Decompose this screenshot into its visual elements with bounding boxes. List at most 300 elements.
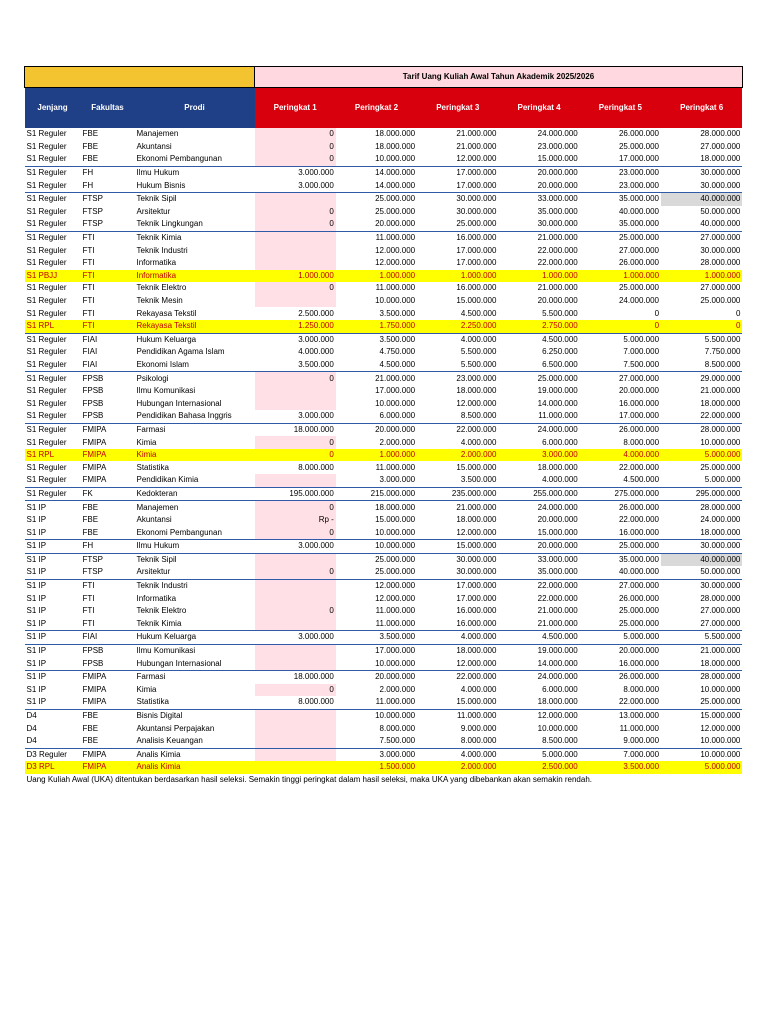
cell-prodi: Analisis Keuangan (136, 736, 203, 746)
cell-prodi: Ilmu Komunikasi (136, 386, 196, 396)
cell-fakultas: FTI (82, 283, 95, 293)
cell-peringkat-1 (255, 644, 336, 657)
cell-peringkat-6: 28.000.000 (661, 670, 742, 683)
cell-peringkat-2: 18.000.000 (336, 501, 417, 514)
cell-peringkat-1: 2.500.000 (298, 308, 334, 318)
cell-peringkat-3: 16.000.000 (456, 618, 497, 628)
cell-jenjang: S1 Reguler (26, 437, 67, 447)
cell-fakultas: FTSP (82, 206, 103, 216)
cell-prodi: Teknik Sipil (135, 553, 255, 566)
cell-peringkat-5: 25.000.000 (580, 231, 661, 244)
cell-peringkat-5: 16.000.000 (618, 527, 660, 537)
cell-peringkat-5: 23.000.000 (618, 180, 660, 190)
cell-peringkat-1 (255, 192, 336, 205)
table-row (25, 141, 743, 154)
cell-peringkat-5: 26.000.000 (580, 423, 661, 436)
cell-fakultas: FTI (82, 258, 95, 268)
cell-peringkat-2: 10.000.000 (375, 296, 416, 306)
cell-peringkat-4: 23.000.000 (537, 141, 578, 151)
cell-peringkat-4: 4.500.000 (498, 333, 579, 346)
cell-peringkat-5: 7.000.000 (580, 748, 661, 761)
cell-jenjang: S1 IP (26, 593, 47, 603)
cell-prodi: Teknik Mesin (136, 296, 183, 306)
cell-peringkat-5: 26.000.000 (618, 593, 660, 603)
table-row (25, 179, 743, 192)
cell-jenjang: S1 RPL (25, 320, 81, 333)
cell-peringkat-4: 22.000.000 (537, 593, 578, 603)
cell-jenjang: S1 IP (25, 553, 81, 566)
cell-peringkat-6: 25.000.000 (700, 462, 741, 472)
cell-peringkat-4: 21.000.000 (537, 283, 578, 293)
cell-peringkat-1: 3.000.000 (255, 333, 336, 346)
cell-peringkat-3: 18.000.000 (456, 386, 497, 396)
cell-peringkat-2: 1.750.000 (336, 320, 417, 333)
cell-peringkat-4: 20.000.000 (537, 515, 578, 525)
cell-prodi: Hukum Bisnis (136, 180, 186, 190)
cell-peringkat-3: 2.250.000 (417, 320, 498, 333)
cell-peringkat-2: 21.000.000 (336, 372, 417, 385)
cell-peringkat-5: 8.000.000 (623, 684, 660, 694)
cell-peringkat-2: 12.000.000 (375, 245, 416, 255)
table-row (25, 231, 743, 244)
table-row (25, 257, 743, 270)
cell-peringkat-2: 11.000.000 (375, 618, 416, 628)
cell-peringkat-3: 4.000.000 (417, 333, 498, 346)
cell-prodi: Informatika (136, 593, 177, 603)
cell-jenjang: S1 Reguler (26, 283, 67, 293)
cell-jenjang: S1 IP (26, 527, 47, 537)
cell-peringkat-2: 11.000.000 (375, 697, 416, 707)
cell-fakultas: FTI (82, 593, 95, 603)
cell-jenjang: S1 Reguler (26, 386, 67, 396)
cell-peringkat-5: 22.000.000 (618, 697, 660, 707)
cell-peringkat-2: 2.000.000 (379, 437, 416, 447)
table-row (25, 670, 743, 683)
cell-peringkat-3: 15.000.000 (456, 697, 497, 707)
cell-peringkat-6: 50.000.000 (700, 206, 741, 216)
cell-prodi: Teknik Elektro (136, 283, 187, 293)
cell-peringkat-4: 4.000.000 (542, 475, 578, 485)
cell-peringkat-6: 40.000.000 (700, 219, 741, 229)
cell-peringkat-6: 27.000.000 (700, 618, 741, 628)
cell-peringkat-4: 6.000.000 (542, 437, 578, 447)
cell-jenjang: S1 Reguler (26, 154, 67, 164)
cell-peringkat-4: 33.000.000 (498, 553, 579, 566)
cell-prodi: Teknik Elektro (136, 606, 187, 616)
cell-peringkat-4: 19.000.000 (498, 644, 579, 657)
table-row (25, 684, 743, 697)
cell-peringkat-5: 9.000.000 (623, 736, 660, 746)
cell-jenjang: S1 Reguler (25, 372, 81, 385)
cell-peringkat-6: 18.000.000 (700, 154, 741, 164)
cell-peringkat-3: 15.000.000 (417, 540, 498, 554)
cell-peringkat-6: 30.000.000 (661, 579, 742, 592)
cell-fakultas: FIAI (81, 631, 135, 645)
cell-prodi: Analis Kimia (135, 761, 255, 774)
cell-peringkat-3: 4.000.000 (460, 437, 497, 447)
header-peringkat-6: Peringkat 6 (661, 88, 742, 129)
cell-peringkat-6: 29.000.000 (661, 372, 742, 385)
cell-peringkat-6: 22.000.000 (700, 411, 741, 421)
cell-peringkat-6: 28.000.000 (700, 258, 741, 268)
table-row (25, 566, 743, 579)
table-row (25, 436, 743, 449)
table-row (25, 410, 743, 423)
table-row (25, 128, 743, 141)
cell-jenjang: S1 IP (25, 670, 81, 683)
cell-peringkat-2: 3.000.000 (336, 748, 417, 761)
cell-peringkat-2: 3.500.000 (379, 308, 416, 318)
cell-prodi: Pendidikan Kimia (136, 475, 199, 485)
cell-peringkat-4: 20.000.000 (537, 180, 578, 190)
cell-peringkat-6: 25.000.000 (700, 296, 741, 306)
cell-peringkat-1: 0 (255, 372, 336, 385)
cell-peringkat-6: 27.000.000 (700, 141, 741, 151)
cell-peringkat-5: 7.000.000 (623, 347, 660, 357)
cell-peringkat-1 (255, 231, 336, 244)
cell-peringkat-2: 1.000.000 (336, 270, 417, 283)
cell-peringkat-5: 40.000.000 (618, 567, 660, 577)
cell-fakultas: FTSP (82, 219, 103, 229)
cell-peringkat-3: 30.000.000 (417, 553, 498, 566)
cell-peringkat-3: 30.000.000 (456, 206, 497, 216)
cell-prodi: Teknik Industri (136, 245, 188, 255)
cell-peringkat-5: 26.000.000 (580, 670, 661, 683)
cell-peringkat-5: 27.000.000 (580, 579, 661, 592)
cell-peringkat-5: 13.000.000 (580, 709, 661, 722)
cell-peringkat-5: 4.000.000 (580, 449, 661, 462)
cell-peringkat-6: 28.000.000 (700, 593, 741, 603)
cell-peringkat-4: 24.000.000 (498, 670, 579, 683)
cell-prodi: Informatika (135, 270, 255, 283)
cell-peringkat-4: 4.500.000 (498, 631, 579, 645)
cell-peringkat-1 (255, 579, 336, 592)
cell-peringkat-4: 3.000.000 (498, 449, 579, 462)
cell-peringkat-4: 20.000.000 (498, 540, 579, 554)
table-row (25, 696, 743, 709)
cell-peringkat-3: 30.000.000 (417, 192, 498, 205)
cell-peringkat-2: 25.000.000 (375, 206, 416, 216)
cell-fakultas: FTI (82, 308, 95, 318)
cell-peringkat-5: 5.000.000 (580, 333, 661, 346)
cell-peringkat-4: 8.500.000 (542, 736, 578, 746)
cell-fakultas: FPSB (82, 411, 104, 421)
cell-fakultas: FPSB (82, 658, 104, 668)
cell-jenjang: S1 Reguler (26, 206, 67, 216)
cell-peringkat-6: 18.000.000 (700, 527, 741, 537)
cell-peringkat-3: 16.000.000 (417, 231, 498, 244)
cell-peringkat-6: 10.000.000 (661, 748, 742, 761)
cell-peringkat-1 (255, 722, 336, 735)
table-row (25, 461, 743, 474)
cell-peringkat-3: 16.000.000 (456, 606, 497, 616)
cell-prodi: Bisnis Digital (135, 709, 255, 722)
table-row (25, 579, 743, 592)
cell-peringkat-3: 11.000.000 (417, 709, 498, 722)
cell-prodi: Hukum Keluarga (135, 631, 255, 645)
cell-peringkat-1: 0 (255, 141, 336, 154)
cell-peringkat-1: 0 (255, 218, 336, 231)
cell-peringkat-4: 6.500.000 (542, 359, 578, 369)
table-row (25, 346, 743, 359)
header-peringkat-1: Peringkat 1 (255, 88, 336, 129)
cell-peringkat-2: 11.000.000 (336, 231, 417, 244)
cell-prodi: Kimia (135, 449, 255, 462)
cell-peringkat-2: 1.500.000 (336, 761, 417, 774)
cell-jenjang: S1 IP (26, 697, 47, 707)
cell-fakultas: FPSB (82, 398, 104, 408)
cell-peringkat-5: 27.000.000 (618, 245, 660, 255)
cell-jenjang: S1 Reguler (26, 258, 67, 268)
cell-peringkat-1: 3.000.000 (255, 166, 336, 179)
cell-peringkat-4: 25.000.000 (498, 372, 579, 385)
cell-peringkat-4: 15.000.000 (537, 527, 578, 537)
cell-peringkat-1: 0 (255, 526, 336, 539)
table-body (25, 128, 743, 774)
cell-peringkat-6: 30.000.000 (661, 540, 742, 554)
table-row (25, 397, 743, 410)
cell-fakultas: FTI (81, 231, 135, 244)
cell-fakultas: FMIPA (82, 697, 107, 707)
cell-peringkat-4: 11.000.000 (538, 411, 578, 421)
cell-peringkat-3: 8.500.000 (460, 411, 497, 421)
cell-peringkat-5: 7.500.000 (623, 359, 660, 369)
cell-peringkat-2: 12.000.000 (336, 579, 417, 592)
cell-peringkat-6: 28.000.000 (700, 129, 741, 139)
cell-peringkat-2: 18.000.000 (375, 141, 416, 151)
cell-peringkat-2: 11.000.000 (375, 462, 416, 472)
table-row (25, 722, 743, 735)
cell-fakultas: FMIPA (82, 462, 107, 472)
cell-jenjang: S1 Reguler (26, 245, 67, 255)
table-row (25, 295, 743, 308)
cell-peringkat-4: 24.000.000 (537, 129, 578, 139)
footnote-blank-cell (661, 774, 742, 787)
cell-peringkat-4: 18.000.000 (537, 697, 578, 707)
cell-peringkat-2: 1.000.000 (336, 449, 417, 462)
cell-prodi: Akuntansi (136, 141, 172, 151)
cell-fakultas: FTSP (81, 553, 135, 566)
cell-fakultas: FTI (82, 606, 95, 616)
cell-peringkat-2: 4.500.000 (379, 359, 416, 369)
cell-peringkat-5: 26.000.000 (580, 501, 661, 514)
cell-prodi: Kimia (136, 437, 157, 447)
header-jenjang: Jenjang (25, 88, 81, 129)
cell-peringkat-3: 22.000.000 (417, 670, 498, 683)
cell-peringkat-2: 15.000.000 (375, 515, 416, 525)
cell-prodi: Ekonomi Pembangunan (136, 154, 222, 164)
cell-peringkat-6: 28.000.000 (661, 423, 742, 436)
cell-jenjang: S1 Reguler (26, 398, 67, 408)
cell-peringkat-2: 12.000.000 (375, 593, 416, 603)
cell-peringkat-2: 10.000.000 (375, 154, 416, 164)
cell-jenjang: S1 Reguler (25, 231, 81, 244)
cell-prodi: Teknik Kimia (136, 618, 182, 628)
cell-prodi: Arsitektur (136, 206, 171, 216)
cell-prodi: Rekayasa Tekstil (135, 320, 255, 333)
cell-jenjang: S1 Reguler (25, 423, 81, 436)
cell-peringkat-4: 20.000.000 (498, 166, 579, 179)
cell-peringkat-3: 18.000.000 (456, 515, 497, 525)
cell-peringkat-4: 12.000.000 (498, 709, 579, 722)
cell-peringkat-3: 4.000.000 (417, 631, 498, 645)
cell-peringkat-6: 18.000.000 (700, 398, 741, 408)
cell-fakultas: FMIPA (82, 475, 107, 485)
cell-peringkat-4: 22.000.000 (537, 245, 578, 255)
cell-peringkat-2: 17.000.000 (375, 386, 416, 396)
table-row (25, 206, 743, 219)
cell-peringkat-5: 17.000.000 (618, 154, 660, 164)
cell-jenjang: S1 Reguler (26, 347, 67, 357)
cell-peringkat-3: 15.000.000 (456, 462, 497, 472)
cell-peringkat-3: 21.000.000 (417, 501, 498, 514)
cell-peringkat-3: 5.500.000 (460, 347, 497, 357)
cell-peringkat-1: 0 (255, 605, 336, 618)
cell-peringkat-3: 235.000.000 (417, 487, 498, 501)
cell-peringkat-6: 7.750.000 (704, 347, 741, 357)
cell-peringkat-2: 10.000.000 (375, 398, 416, 408)
cell-prodi: Pendidikan Bahasa Inggris (136, 411, 232, 421)
table-row (25, 553, 743, 566)
cell-jenjang: S1 Reguler (26, 219, 67, 229)
cell-peringkat-3: 12.000.000 (456, 398, 497, 408)
cell-peringkat-2: 17.000.000 (336, 644, 417, 657)
cell-fakultas: FTI (82, 245, 95, 255)
cell-peringkat-3: 17.000.000 (417, 579, 498, 592)
cell-peringkat-5: 40.000.000 (618, 206, 660, 216)
cell-peringkat-1: 1.000.000 (255, 270, 336, 283)
cell-peringkat-4: 22.000.000 (537, 258, 578, 268)
cell-peringkat-6: 40.000.000 (661, 553, 742, 566)
cell-jenjang: D4 (25, 709, 81, 722)
table-row (25, 166, 743, 179)
cell-peringkat-2: 10.000.000 (375, 658, 416, 668)
cell-prodi: Pendidikan Agama Islam (136, 347, 225, 357)
cell-jenjang: S1 IP (26, 618, 47, 628)
cell-fakultas: FIAI (82, 347, 98, 357)
cell-peringkat-3: 17.000.000 (456, 258, 497, 268)
cell-peringkat-6: 25.000.000 (700, 697, 741, 707)
cell-peringkat-4: 20.000.000 (537, 296, 578, 306)
cell-peringkat-4: 2.750.000 (498, 320, 579, 333)
cell-peringkat-1: 18.000.000 (255, 423, 336, 436)
cell-jenjang: D3 RPL (25, 761, 81, 774)
table-row (25, 540, 743, 554)
cell-prodi: Ilmu Hukum (135, 540, 255, 554)
cell-peringkat-3: 12.000.000 (456, 154, 497, 164)
cell-peringkat-4: 6.250.000 (542, 347, 578, 357)
table-row (25, 244, 743, 257)
cell-peringkat-1: 4.000.000 (298, 347, 334, 357)
cell-peringkat-3: 4.500.000 (460, 308, 497, 318)
table-row (25, 218, 743, 231)
cell-peringkat-5: 4.500.000 (623, 475, 660, 485)
cell-prodi: Teknik Kimia (135, 231, 255, 244)
cell-peringkat-2: 3.500.000 (336, 631, 417, 645)
table-row (25, 423, 743, 436)
cell-peringkat-2: 10.000.000 (375, 527, 416, 537)
cell-peringkat-2: 25.000.000 (336, 192, 417, 205)
header-peringkat-2: Peringkat 2 (336, 88, 417, 129)
cell-peringkat-3: 1.000.000 (417, 270, 498, 283)
cell-peringkat-2: 3.000.000 (379, 475, 416, 485)
cell-peringkat-1: 3.000.000 (298, 180, 334, 190)
cell-peringkat-1: 8.000.000 (298, 462, 334, 472)
cell-peringkat-1: 3.000.000 (255, 631, 336, 645)
cell-prodi: Ekonomi Pembangunan (136, 527, 222, 537)
cell-peringkat-4: 21.000.000 (498, 231, 579, 244)
cell-peringkat-5: 27.000.000 (580, 372, 661, 385)
table-row (25, 657, 743, 670)
cell-prodi: Farmasi (135, 670, 255, 683)
cell-peringkat-5: 0 (654, 308, 660, 318)
cell-peringkat-4: 21.000.000 (537, 618, 578, 628)
cell-peringkat-1 (255, 735, 336, 748)
cell-peringkat-1: 3.000.000 (255, 540, 336, 554)
cell-fakultas: FMIPA (81, 449, 135, 462)
cell-fakultas: FMIPA (81, 761, 135, 774)
cell-peringkat-2: 14.000.000 (336, 166, 417, 179)
cell-peringkat-4: 15.000.000 (537, 154, 578, 164)
cell-peringkat-5: 25.000.000 (580, 540, 661, 554)
cell-peringkat-4: 35.000.000 (537, 206, 578, 216)
cell-peringkat-6: 40.000.000 (661, 192, 742, 205)
table-row (25, 385, 743, 398)
cell-peringkat-6: 10.000.000 (700, 684, 741, 694)
cell-peringkat-2: 25.000.000 (336, 553, 417, 566)
cell-peringkat-3: 12.000.000 (456, 658, 497, 668)
cell-peringkat-3: 3.500.000 (460, 475, 497, 485)
cell-jenjang: S1 Reguler (25, 487, 81, 501)
cell-peringkat-6: 30.000.000 (700, 180, 741, 190)
table-row (25, 307, 743, 320)
cell-peringkat-1: 3.000.000 (298, 411, 334, 421)
cell-peringkat-4: 22.000.000 (498, 579, 579, 592)
table-row (25, 748, 743, 761)
cell-peringkat-3: 4.000.000 (417, 748, 498, 761)
table-row (25, 474, 743, 487)
cell-peringkat-6: 295.000.000 (661, 487, 742, 501)
cell-peringkat-1: 0 (255, 153, 336, 166)
cell-jenjang: S1 IP (26, 567, 47, 577)
cell-peringkat-2: 7.500.000 (379, 736, 416, 746)
cell-peringkat-5: 25.000.000 (618, 283, 660, 293)
cell-peringkat-6: 27.000.000 (661, 231, 742, 244)
cell-fakultas: FBE (82, 723, 99, 733)
cell-peringkat-4: 18.000.000 (537, 462, 578, 472)
cell-peringkat-1: 0 (255, 449, 336, 462)
cell-peringkat-1 (255, 553, 336, 566)
cell-peringkat-6: 18.000.000 (700, 658, 741, 668)
cell-jenjang: S1 IP (26, 658, 47, 668)
cell-peringkat-3: 4.000.000 (460, 684, 497, 694)
cell-peringkat-6: 5.000.000 (704, 475, 741, 485)
table-row (25, 526, 743, 539)
cell-peringkat-5: 5.000.000 (580, 631, 661, 645)
cell-fakultas: FH (81, 540, 135, 554)
cell-fakultas: FBE (82, 154, 99, 164)
cell-peringkat-5: 20.000.000 (618, 386, 660, 396)
cell-peringkat-5: 0 (580, 320, 661, 333)
cell-peringkat-2: 18.000.000 (375, 129, 416, 139)
cell-peringkat-3: 30.000.000 (456, 567, 497, 577)
cell-peringkat-4: 14.000.000 (537, 658, 578, 668)
table-row (25, 192, 743, 205)
cell-peringkat-1 (255, 709, 336, 722)
cell-peringkat-2: 2.000.000 (379, 684, 416, 694)
cell-peringkat-5: 24.000.000 (618, 296, 660, 306)
cell-peringkat-4: 14.000.000 (537, 398, 578, 408)
